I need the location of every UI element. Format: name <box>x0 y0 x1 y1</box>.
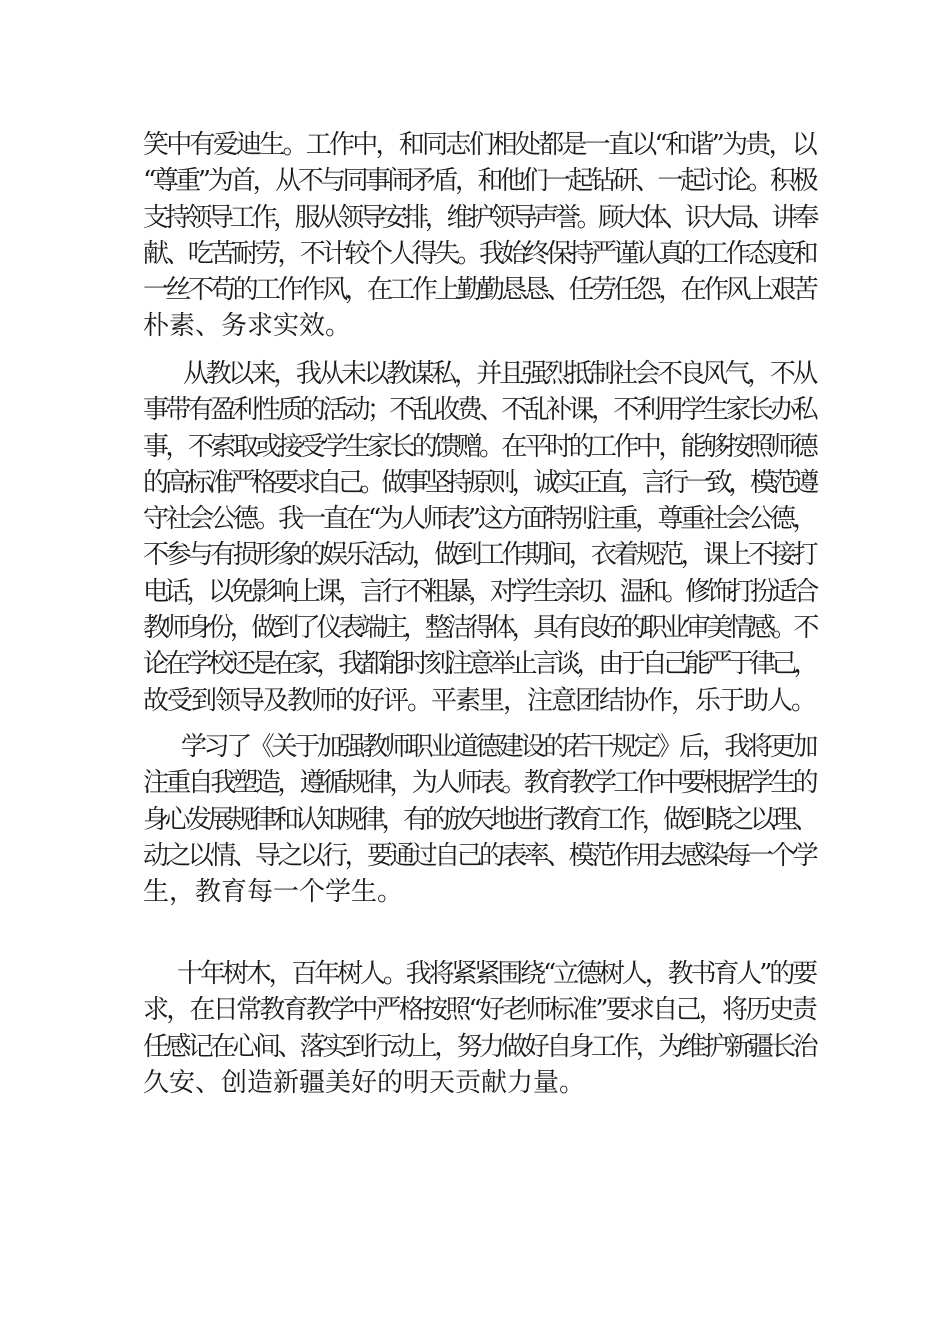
paragraph-3 <box>143 729 815 910</box>
paragraph-line: 生，教育每一个学生。 <box>143 877 404 908</box>
paragraph-line: 求，在日常教育教学中严格按照“好老师标准”要求自己，将历史责 <box>143 995 815 1026</box>
paragraph-line: 守社会公德。我一直在“为人师表”这方面特别注重，尊重社会公德， <box>143 504 815 535</box>
paragraph-line: 教师身份，做到了仪表端庄，整洁得体，具有良好的职业审美情感。不 <box>143 613 815 644</box>
paragraph-line: 任感记在心间、落实到行动上，努力做好自身工作，为维护新疆长治 <box>143 1031 816 1062</box>
paragraph-2 <box>143 356 815 719</box>
paragraph-line: 动之以情、导之以行，要通过自己的表率、模范作用去感染每一个学 <box>143 840 816 871</box>
paragraph-line: 从教以来，我从未以教谋私，并且强烈抵制社会不良风气，不从 <box>183 359 815 389</box>
paragraph-line: 注重自我塑造，遵循规律，为人师表。教育教学工作中要根据学生的 <box>143 768 816 799</box>
paragraph-line: 论在学校还是在家，我都能时刻注意举止言谈，由于自己能严于律己， <box>143 649 815 680</box>
paragraph-line: 不参与有损形象的娱乐活动，做到工作期间，衣着规范，课上不接打 <box>143 540 816 571</box>
paragraph-line: 支持领导工作，服从领导安排，维护领导声誉。顾大体、识大局、讲奉 <box>143 202 815 233</box>
paragraph-line: “尊重”为首，从不与同事闹矛盾，和他们一起钻研、一起讨论。积极 <box>143 166 815 197</box>
paragraph-line: 身心发展规律和认知规律，有的放矢地进行教育工作，做到晓之以理、 <box>143 804 815 835</box>
paragraph-line: 事带有盈利性质的活动；不乱收费、不乱补课，不利用学生家长办私 <box>143 395 816 426</box>
paragraph-line: 久安、创造新疆美好的明天贡献力量。 <box>143 1067 586 1098</box>
paragraph-line: 事，不索取或接受学生家长的馈赠。在平时的工作中，能够按照师德 <box>143 431 816 462</box>
paragraph-1 <box>143 127 815 345</box>
paragraph-line: 一丝不苟的工作作风，在工作上勤勤恳恳、任劳任怨，在作风上艰苦 <box>143 275 816 306</box>
paragraph-line: 朴素、务求实效。 <box>143 311 352 342</box>
paragraph-line: 学习了《关于加强教师职业道德建设的若干规定》后，我将更加 <box>181 732 815 762</box>
paragraph-line: 故受到领导及教师的好评。平素里，注意团结协作，乐于助人。 <box>143 685 816 716</box>
paragraph-line: 的高标准严格要求自己。做事坚持原则，诚实正直，言行一致，模范遵 <box>143 467 815 498</box>
paragraph-line: 十年树木，百年树人。我将紧紧围绕“立德树人，教书育人”的要 <box>177 959 815 989</box>
paragraph-line: 献、吃苦耐劳，不计较个人得失。我始终保持严谨认真的工作态度和 <box>143 238 816 269</box>
paragraph-line: 电话，以免影响上课，言行不粗暴，对学生亲切、温和。修饰打扮适合 <box>143 576 815 607</box>
paragraph-line: 笑中有爱迪生。工作中，和同志们相处都是一直以“和谐”为贵，以 <box>143 130 815 160</box>
paragraph-4 <box>143 956 815 1101</box>
